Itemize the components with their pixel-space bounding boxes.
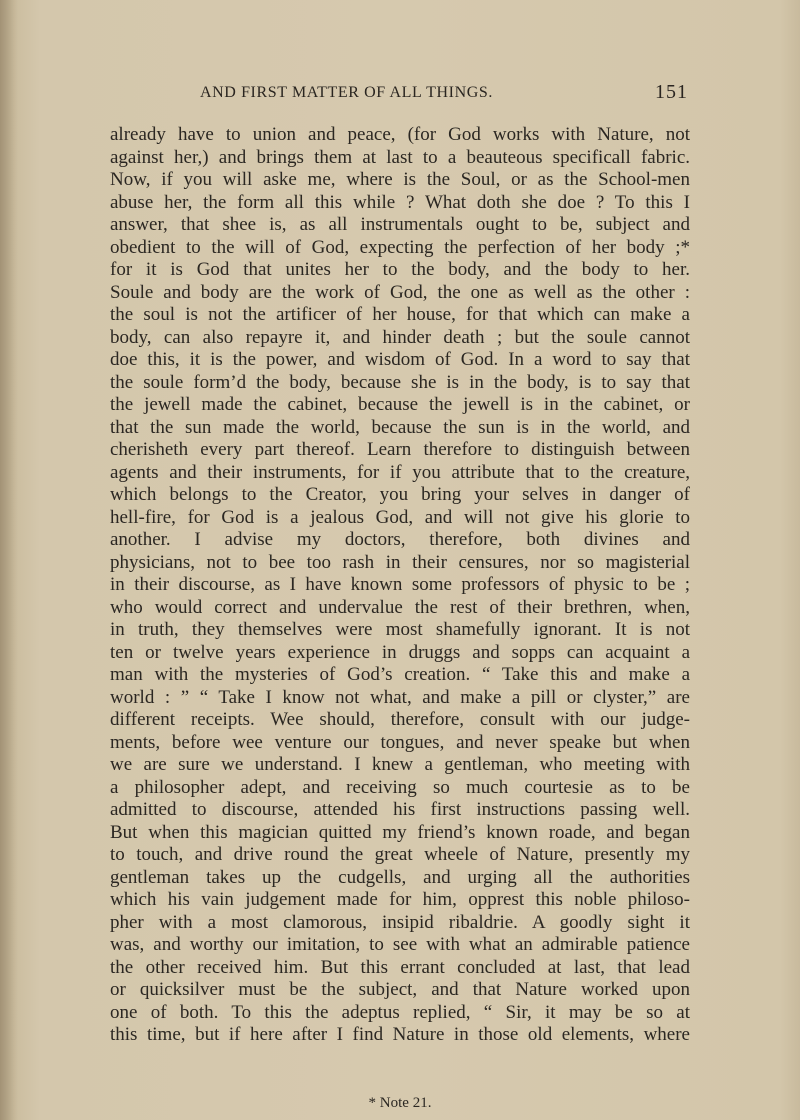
page-gutter-shadow	[0, 0, 18, 1120]
text-line: body, can also repayre it, and hinder death ; but the soule cannot	[110, 326, 690, 348]
text-line: for it is God that unites her to the body, and the body to her.	[110, 259, 690, 280]
text-line: admitted to discourse, attended his first instructions passing well.	[110, 799, 690, 820]
text-line: a philosopher adept, and receiving so much courtesie as to be	[110, 776, 690, 798]
page-number: 151	[655, 81, 688, 103]
running-head: AND FIRST MATTER OF ALL THINGS.	[200, 84, 493, 101]
text-line: against her,) and brings them at last to a beauteous specificall fabric.	[110, 146, 690, 168]
text-line: we are sure we understand. I knew a gentleman, who meeting with	[110, 754, 690, 775]
text-line: this time, but if here after I find Nature in those old elements, where	[110, 1024, 690, 1045]
text-line: cherisheth every part thereof. Learn therefore to distinguish between	[110, 439, 690, 460]
text-line: the soule form’d the body, because she is in the body, is to say that	[110, 371, 690, 393]
text-line: Soule and body are the work of God, the one as well as the other :	[110, 281, 690, 303]
text-line: ten or twelve years experience in druggs and sopps can acquaint a	[110, 641, 690, 663]
text-line: world : ” “ Take I know not what, and make a pill or clyster,” are	[110, 686, 690, 708]
text-line: the jewell made the cabinet, because the jewell is in the cabinet, or	[110, 394, 690, 415]
text-line: obedient to the will of God, expecting the perfection of her body ;*	[110, 236, 690, 258]
text-line: who would correct and undervalue the rest of their brethren, when,	[110, 596, 690, 618]
text-line: agents and their instruments, for if you attribute that to the creature,	[110, 461, 690, 483]
text-line: hell-fire, for God is a jealous God, and will not give his glorie to	[110, 506, 690, 528]
text-line: But when this magician quitted my friend’s known roade, and began	[110, 821, 690, 843]
text-line: one of both. To this the adeptus replied, “ Sir, it may be so at	[110, 1001, 690, 1023]
text-line: in truth, they themselves were most shamefully ignorant. It is not	[110, 619, 690, 640]
page-header	[200, 81, 688, 108]
text-line: that the sun made the world, because the sun is in the world, and	[110, 416, 690, 438]
text-line: man with the mysteries of God’s creation. “ Take this and make a	[110, 664, 690, 685]
text-line: different receipts. Wee should, therefore, consult with our judge-	[110, 709, 690, 730]
text-line: or quicksilver must be the subject, and that Nature worked upon	[110, 979, 690, 1000]
body-text	[110, 124, 690, 1047]
text-line: Now, if you will aske me, where is the Soul, or as the School-men	[110, 169, 690, 190]
text-line: already have to union and peace, (for God works with Nature, not	[110, 124, 690, 145]
text-line: which his vain judgement made for him, opprest this noble philoso-	[110, 889, 690, 910]
text-line: in their discourse, as I have known some professors of physic to be ;	[110, 574, 690, 595]
text-line: abuse her, the form all this while ? What doth she doe ? To this I	[110, 191, 690, 213]
text-line: doe this, it is the power, and wisdom of God. In a word to say that	[110, 349, 690, 370]
text-line: gentleman takes up the cudgells, and urging all the authorities	[110, 866, 690, 888]
text-line: physicians, not to bee too rash in their censures, nor so magisterial	[110, 551, 690, 573]
footnote: * Note 21.	[368, 1095, 432, 1111]
text-line: answer, that shee is, as all instrumentals ought to be, subject and	[110, 214, 690, 235]
text-line: another. I advise my doctors, therefore, both divines and	[110, 529, 690, 550]
text-line: pher with a most clamorous, insipid ribaldrie. A goodly sight it	[110, 911, 690, 933]
text-line: the other received him. But this errant concluded at last, that lead	[110, 956, 690, 978]
text-line: ments, before wee venture our tongues, and never speake but when	[110, 731, 690, 753]
text-line: the soul is not the artificer of her house, for that which can make a	[110, 304, 690, 325]
text-line: was, and worthy our imitation, to see with what an admirable patience	[110, 934, 690, 955]
text-line: to touch, and drive round the great wheele of Nature, presently my	[110, 844, 690, 865]
text-line: which belongs to the Creator, you bring your selves in danger of	[110, 484, 690, 505]
